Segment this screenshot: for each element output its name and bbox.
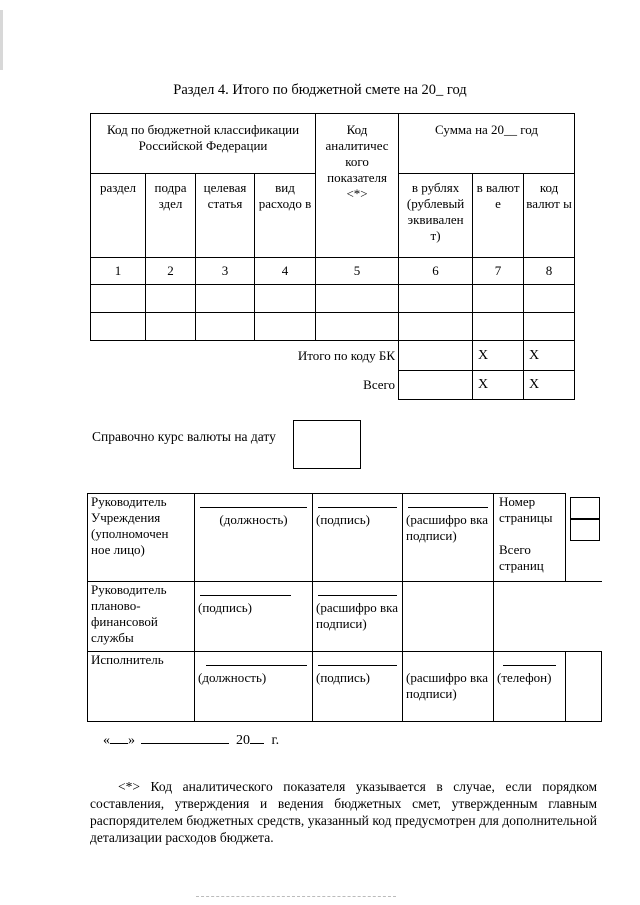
- head-signature-cell[interactable]: [313, 494, 403, 582]
- scan-noise: [196, 896, 396, 899]
- decrypt-caption: (расшифро вка подписи): [316, 600, 399, 631]
- column-number: 5: [316, 258, 399, 285]
- head-label: Руководитель Учреждения (уполномочен ное лицо): [88, 494, 195, 582]
- column-number: 8: [524, 258, 575, 285]
- table-cell[interactable]: [91, 313, 146, 341]
- analytic-code-header: Код аналитичес кого показателя <*>: [316, 114, 399, 258]
- col-vid-rashodov: вид расходо в: [255, 174, 316, 258]
- column-number: 7: [473, 258, 524, 285]
- col-razdel: раздел: [91, 174, 146, 258]
- page-number-label: Номер страницы: [499, 494, 553, 525]
- col-rubles: в рублях (рублевый эквивален т): [399, 174, 473, 258]
- col-celevaya-statya: целевая статья: [196, 174, 255, 258]
- signature-caption: (подпись): [316, 670, 370, 685]
- table-cell[interactable]: [316, 285, 399, 313]
- column-number: 1: [91, 258, 146, 285]
- page-number-box[interactable]: [570, 497, 600, 519]
- table-cell[interactable]: [524, 313, 575, 341]
- total-pages-label: Всего страниц: [499, 542, 544, 573]
- column-number: 6: [399, 258, 473, 285]
- total-bk-row: [91, 341, 575, 371]
- table-cell[interactable]: [473, 285, 524, 313]
- table-cell[interactable]: [255, 313, 316, 341]
- empty-cell: [494, 582, 602, 652]
- signature-caption: (подпись): [198, 600, 252, 615]
- signature-caption: (подпись): [316, 512, 370, 527]
- year-field[interactable]: [250, 743, 264, 744]
- position-caption: (должность): [219, 512, 288, 527]
- executor-decrypt-cell[interactable]: [403, 652, 494, 722]
- table-cell[interactable]: [399, 313, 473, 341]
- table-cell[interactable]: [146, 313, 196, 341]
- day-field[interactable]: [110, 743, 128, 744]
- finance-decrypt-cell[interactable]: [313, 582, 403, 652]
- table-cell[interactable]: [473, 313, 524, 341]
- executor-label: Исполнитель: [88, 652, 195, 722]
- open-quote: «: [103, 733, 110, 748]
- table-cell[interactable]: [316, 313, 399, 341]
- exchange-rate-label: Справочно курс валюты на дату: [92, 429, 276, 444]
- col-currency: в валют е: [473, 174, 524, 258]
- column-number: 4: [255, 258, 316, 285]
- sum-header: Сумма на 20__ год: [399, 114, 575, 174]
- grand-total-row: [91, 371, 575, 400]
- footnote: [90, 778, 597, 846]
- decrypt-caption: (расшифро вка подписи): [406, 512, 489, 543]
- executor-phone-cell[interactable]: [494, 652, 566, 722]
- head-position-cell[interactable]: [195, 494, 313, 582]
- table-cell[interactable]: [196, 285, 255, 313]
- table-cell[interactable]: [255, 285, 316, 313]
- x-mark: X: [473, 371, 524, 400]
- total-pages-box[interactable]: [570, 519, 600, 541]
- finance-signature-cell[interactable]: [195, 582, 313, 652]
- footnote-text: <*> Код аналитического показателя указывается в случае, если порядком составления, утверждения и ведения бюджетных смет, утвержденным главным распорядителем бюджетных средств, указанный код предусмотрен для дополнительной детализации расходов бюджета.: [90, 779, 597, 845]
- table-row: [91, 285, 575, 313]
- year-suffix: г.: [271, 733, 280, 748]
- table-cell[interactable]: [146, 285, 196, 313]
- x-mark: X: [524, 371, 575, 400]
- month-field[interactable]: [141, 743, 229, 744]
- budget-summary-table: [90, 113, 575, 400]
- column-number: 2: [146, 258, 196, 285]
- phone-caption: (телефон): [497, 670, 552, 685]
- x-mark: X: [524, 341, 575, 371]
- page-info-cell: [494, 494, 566, 582]
- date-line: [103, 733, 279, 749]
- table-row: [91, 313, 575, 341]
- col-podrazdel: подра здел: [146, 174, 196, 258]
- grand-total-rubles-cell[interactable]: [399, 371, 473, 400]
- scan-edge-mark: [0, 10, 3, 70]
- decrypt-caption: (расшифро вка подписи): [406, 670, 489, 701]
- table-cell[interactable]: [196, 313, 255, 341]
- exchange-rate-field[interactable]: [293, 420, 361, 469]
- table-cell[interactable]: [399, 285, 473, 313]
- empty-cell: [403, 582, 494, 652]
- close-quote: »: [128, 733, 135, 748]
- table-cell[interactable]: [91, 285, 146, 313]
- section-title: Раздел 4. Итого по бюджетной смете на 20_ год: [173, 82, 467, 98]
- col-currency-code: код валют ы: [524, 174, 575, 258]
- year-prefix: 20: [236, 733, 250, 748]
- kbk-header: Код по бюджетной классификации Российской Федерации: [91, 114, 316, 174]
- total-bk-rubles-cell[interactable]: [399, 341, 473, 371]
- executor-position-cell[interactable]: [195, 652, 313, 722]
- x-mark: X: [473, 341, 524, 371]
- table-cell[interactable]: [524, 285, 575, 313]
- grand-total-label: Всего: [363, 377, 396, 392]
- finance-head-label: Руководитель планово-финансовой службы: [88, 582, 195, 652]
- head-decrypt-cell[interactable]: [403, 494, 494, 582]
- total-bk-label: Итого по коду БК: [297, 347, 396, 363]
- page-boxes-cell: [566, 494, 602, 582]
- executor-signature-cell[interactable]: [313, 652, 403, 722]
- empty-cell: [566, 652, 602, 722]
- signatures-table: [87, 493, 602, 722]
- column-number: 3: [196, 258, 255, 285]
- position-caption: (должность): [198, 670, 267, 685]
